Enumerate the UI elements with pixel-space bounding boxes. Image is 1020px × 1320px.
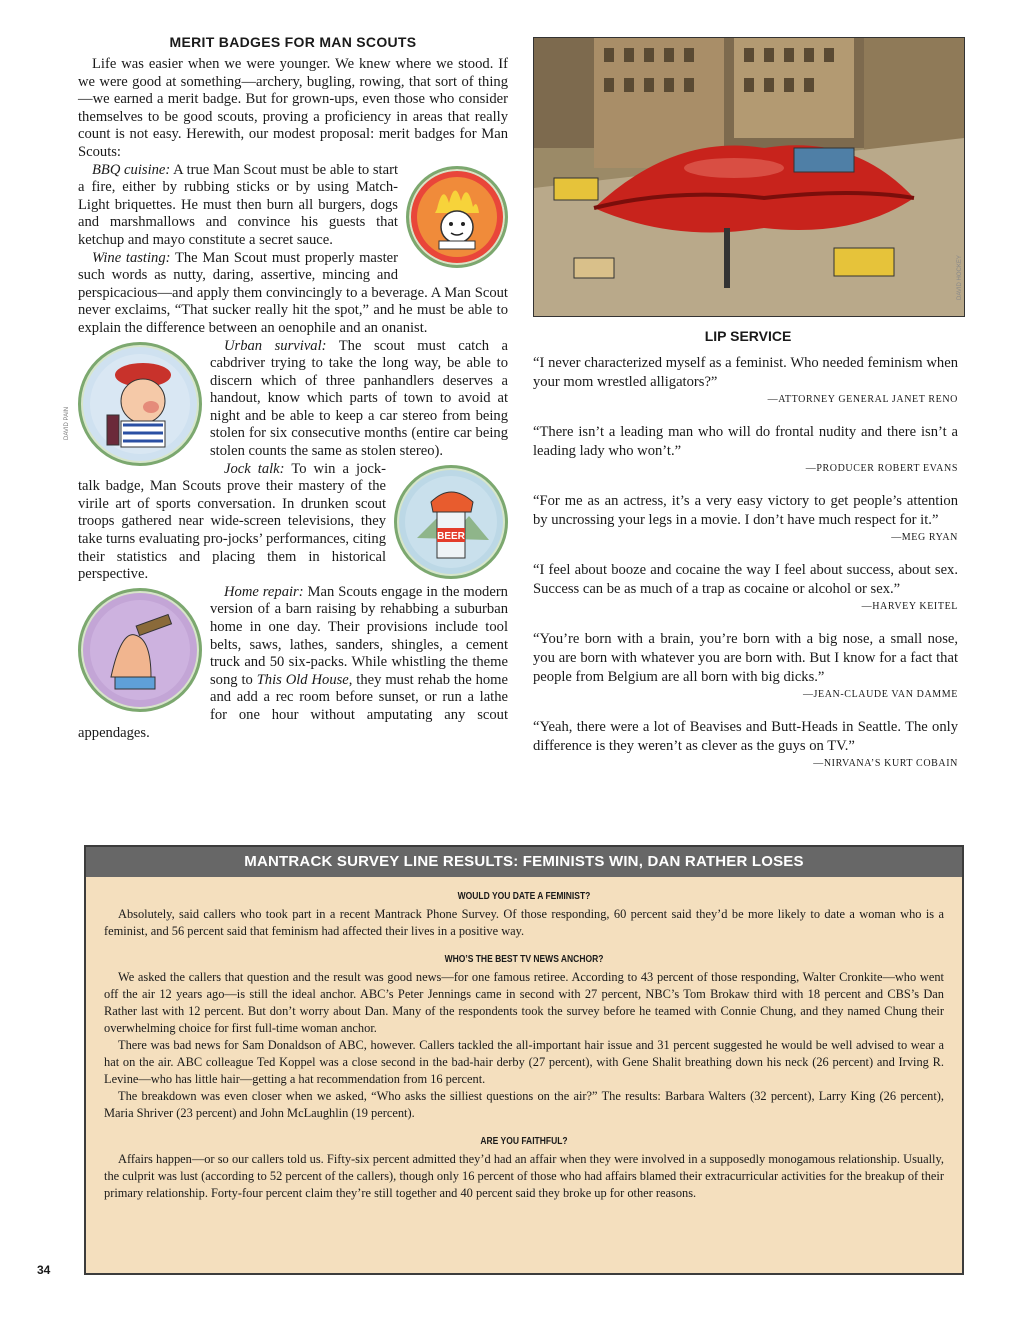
survey-question-heading: WOULD YOU DATE A FEMINIST? <box>457 891 591 902</box>
quote-text: “There isn’t a leading man who will do frontal nudity and there isn’t a leading lady who won’t.” <box>533 424 958 459</box>
lips-city-illustration <box>533 37 965 317</box>
quote-text: “You’re born with a brain, you’re born with a big nose, a small nose, you are born with whatever you are born with. But I know for a fact that people from Belgium are all born with big dicks.” <box>533 631 958 685</box>
quote-attribution: —ATTORNEY GENERAL JANET RENO <box>767 394 958 405</box>
lip-service-title: LIP SERVICE <box>704 328 792 344</box>
bbq-badge-image <box>406 166 508 268</box>
survey-question-heading: WHO’S THE BEST TV NEWS ANCHOR? <box>444 954 604 965</box>
survey-paragraph: Affairs happen—or so our callers told us. Fifty-six percent admitted they’d had an affair when they were involved in a supposedly monogamous relationship. Usually, the culprit was lust (according to 52 percent of the callers), though only 16 percent of those who had affairs blamed their extracurricular activities for the breakup of their primary relationship. Forty-four percent claim they’re still together and 40 percent said they broke up for other reasons. <box>104 1152 944 1200</box>
home-show-title: This Old House <box>256 671 349 688</box>
bbq-label: BBQ cuisine: <box>92 161 171 178</box>
page-number: 34 <box>37 1263 51 1277</box>
survey-title: MANTRACK SURVEY LINE RESULTS: FEMINISTS WIN, DAN RATHER LOSES <box>86 847 962 877</box>
survey-paragraph: The breakdown was even closer when we asked, “Who asks the silliest questions on the air?” The results: Barbara Walters (32 percent), Larry King (26 percent), Maria Shriver (23 percent) and John McLaughlin (19 percent). <box>104 1089 944 1120</box>
article-title: MERIT BADGES FOR MAN SCOUTS <box>169 34 417 50</box>
quote-attribution: —MEG RYAN <box>891 532 958 543</box>
quote-item <box>533 561 958 612</box>
survey-paragraph: We asked the callers that question and the result was good news—for one famous retiree. According to 43 percent of those responding, Walter Cronkite—who went off the air 12 years ago—is still the ideal anchor. ABC’s Peter Jennings came in second with 27 percent, NBC’s Tom Brokaw third with 18 percent and CBS’s Dan Rather last with 12 percent. But don’t worry about Dan. Many of the respondents took the survey before he teamed with Connie Chung, and they named Chung their overwhelming choice for first full-time woman anchor. <box>104 970 944 1035</box>
jock-text: To win a jock-talk badge, Man Scouts prove their mastery of the virile art of sports conversation. In drunken scout troops gathered near wide-screen televisions, they take turns evaluating pro-jocks’ performances, citing their statistics and placing them in historical perspective. <box>78 460 386 583</box>
merit-badges-article <box>78 34 508 742</box>
beer-label: BEER <box>437 530 465 542</box>
quote-item <box>533 718 958 769</box>
article-body <box>78 56 508 742</box>
beer-can-illustration <box>397 468 505 576</box>
illustration-credit: DAVID PAIN <box>64 406 70 440</box>
quote-item <box>533 354 958 405</box>
bbq-chef-illustration <box>409 169 505 265</box>
quote-item <box>533 423 958 474</box>
wine-badge-image <box>78 342 202 466</box>
survey-paragraph: Absolutely, said callers who took part in a recent Mantrack Phone Survey. Of those responding, 60 percent said they’d be more likely to date a woman who is a feminist, and 56 percent said that feminism had affected their lives in a positive way. <box>104 907 944 938</box>
jock-badge-image <box>394 465 508 579</box>
quote-attribution: —NIRVANA’S KURT COBAIN <box>813 758 958 769</box>
home-text-a: Man Scouts engage in the modern version of a barn raising by rehabbing a suburban home in one day. Their provisions include tool belts, saws, lathes, sanders, shingles, a cement truck and 50 six-packs. While whistling the theme song to <box>210 583 508 688</box>
quote-item <box>533 492 958 543</box>
tool-hand-illustration <box>81 591 199 709</box>
photo-credit: DAVID HOCKEY <box>957 255 963 300</box>
quote-text: “I feel about booze and cocaine the way I feel about success, about sex. Success can be as much of a trap as cocaine or alcohol or sex.” <box>533 562 958 597</box>
jock-label: Jock talk: <box>224 460 285 477</box>
survey-question-heading: ARE YOU FAITHFUL? <box>480 1136 568 1147</box>
lips-city-scene <box>534 38 964 316</box>
quote-item <box>533 630 958 700</box>
quote-attribution: —HARVEY KEITEL <box>861 601 958 612</box>
survey-box <box>84 845 964 1275</box>
survey-paragraph: There was bad news for Sam Donaldson of ABC, however. Callers tackled the all-important hair issue and 31 percent suggested he would be well advised to wear a hat on the air. ABC colleague Ted Koppel was a close second in the bad-hair derby (27 percent), with Gene Shalit breathing down his neck (26 percent) and Irving R. Levine—who has little hair—getting a hat recommendation from 16 percent. <box>104 1038 944 1086</box>
quote-text: “I never characterized myself as a feminist. Who needed feminism when your mom wrestled alligators?” <box>533 355 958 390</box>
quote-attribution: —PRODUCER ROBERT EVANS <box>805 463 958 474</box>
quote-text: “For me as an actress, it’s a very easy victory to get people’s attention by uncrossing your legs in a movie. I don’t have much respect for it.” <box>533 493 958 528</box>
home-text-b: , they must rehab the home and add a rec room before sunset, or run a lathe for one hour without amputating any scout appendages. <box>78 671 509 741</box>
survey-body <box>86 877 962 1202</box>
wine-taster-illustration <box>81 345 199 463</box>
urban-label: Urban survival: <box>224 337 327 354</box>
intro-paragraph: Life was easier when we were younger. We knew where we stood. If we were good at something—archery, bugling, rowing, that sort of thing—we earned a merit badge. But for grown-ups, even those who consider themselves to be good scouts, proving a proficiency in areas that really count is not easy. Herewith, our modest proposal: merit badges for Man Scouts: <box>78 56 508 160</box>
home-repair-badge-image <box>78 588 202 712</box>
wine-text: The Man Scout must properly master such words as nutty, daring, assertive, mincing and perspicacious—and apply them convincingly to a beverage. A Man Scout never exclaims, “That sucker really hit the spot,” and he must be able to explain the difference between an oenophile and an onanist. <box>78 249 508 336</box>
wine-label: Wine tasting: <box>92 249 171 266</box>
quote-text: “Yeah, there were a lot of Beavises and Butt-Heads in Seattle. The only difference is they weren’t as clever as the guys on TV.” <box>533 719 958 754</box>
urban-text: The scout must catch a cabdriver trying to take the long way, be able to discern which of three panhandlers deserves a handout, know which parts of town to avoid at night and be able to keep a car stereo from being stolen for six consecutive months (entire car being stolen counts the same as stolen stereo). <box>210 337 508 460</box>
bbq-text: A true Man Scout must be able to start a fire, either by rubbing sticks or by using Match-Light briquettes. He must then burn all burgers, dogs and marshmallows and convince his guests that ketchup and mayo constitute a secret sauce. <box>78 161 399 248</box>
quote-attribution: —JEAN-CLAUDE VAN DAMME <box>802 689 958 700</box>
quotes-list <box>533 354 958 783</box>
home-label: Home repair: <box>224 583 304 600</box>
